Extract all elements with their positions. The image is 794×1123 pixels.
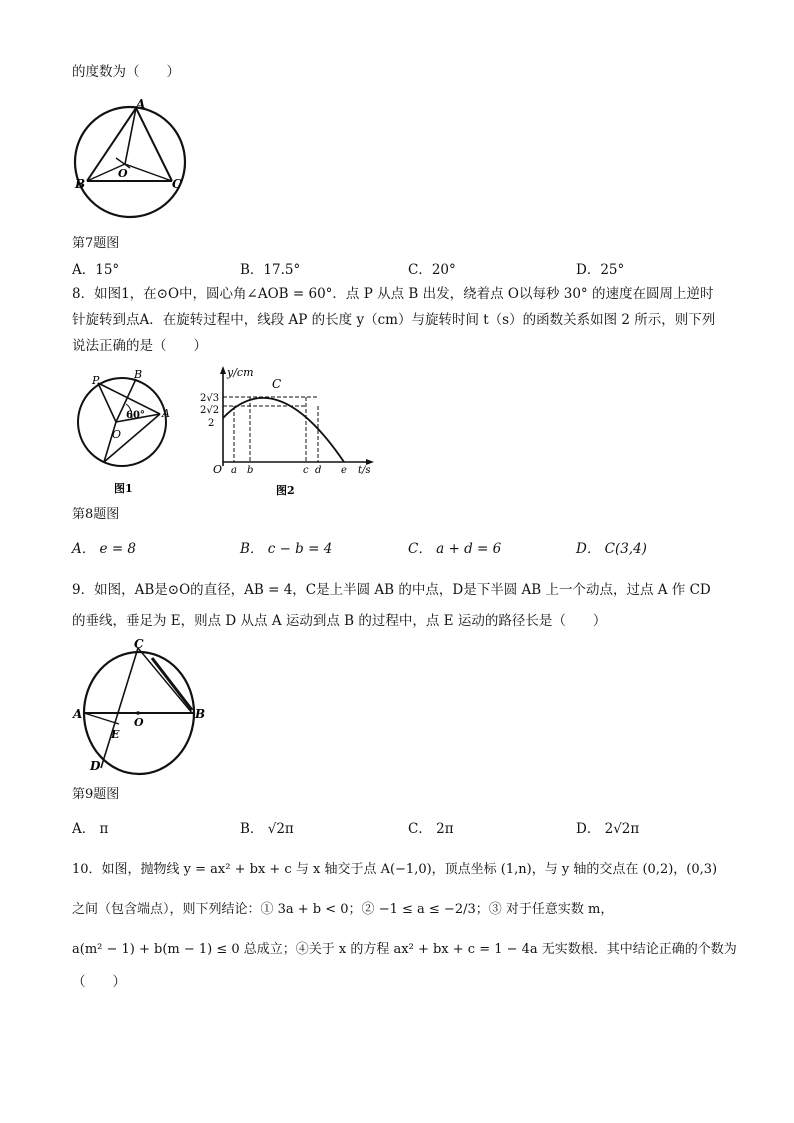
q7-option-d: D．25° xyxy=(576,262,625,278)
q7-label-B: B xyxy=(75,177,86,191)
q9-text-line1: 9．如图，AB是⊙O的直径，AB = 4，C是上半圆 AB 的中点，D是下半圆 AB 上一个动点，过点 A 作 CD xyxy=(72,582,711,598)
q8-caption: 第8题图 xyxy=(72,507,120,522)
q8-figure-1 xyxy=(74,368,178,498)
q8-text-line2: 针旋转到点A．在旋转过程中，线段 AP 的长度 y（cm）与旋转时间 t（s）的函数关系如图 2 所示，则下列 xyxy=(72,312,716,328)
q9-label-E: E xyxy=(111,728,120,741)
q7-label-O: O xyxy=(118,167,128,180)
q8-text-line3: 说法正确的是（ ） xyxy=(72,338,207,354)
q9-label-B: B xyxy=(195,707,206,721)
q8-fig2-caption: 图2 xyxy=(276,484,295,497)
q10-text-line4: （ ） xyxy=(72,974,126,990)
q9-option-b: B． √2π xyxy=(240,821,294,837)
q7-caption: 第7题图 xyxy=(72,236,120,251)
q8-fig1-label-P: P xyxy=(92,374,100,387)
q9-label-D: D xyxy=(90,759,101,773)
q10-text-line3: a(m² − 1) + b(m − 1) ≤ 0 总成立；④关于 x 的方程 ax² + bx + c = 1 − 4a 无实数根．其中结论正确的个数为 xyxy=(72,942,737,957)
q9-label-C: C xyxy=(134,637,144,651)
q9-figure xyxy=(70,634,210,780)
q9-text-line2: 的垂线，垂足为 E，则点 D 从点 A 运动到点 B 的过程中，点 E 运动的路径长是（ ） xyxy=(72,613,607,629)
q7-figure xyxy=(70,96,190,220)
q8-fig2-xtick-b: b xyxy=(247,465,254,476)
q8-fig2-origin: O xyxy=(213,463,223,476)
q10-text-line1: 10．如图，抛物线 y = ax² + bx + c 与 x 轴交于点 A(−1,0)，顶点坐标 (1,n)，与 y 轴的交点在 (0,2)，(0,3) xyxy=(72,862,718,877)
q8-fig2-ytick-2root3: 2√3 xyxy=(200,393,220,404)
q8-fig1-caption: 图1 xyxy=(114,482,133,495)
q8-option-a: A． e = 8 xyxy=(72,541,137,557)
q9-label-A: A xyxy=(73,707,83,721)
q8-fig2-ylabel: y/cm xyxy=(227,366,254,379)
q9-caption: 第9题图 xyxy=(72,787,120,802)
q8-fig2-xtick-d: d xyxy=(315,465,322,476)
q8-text-line1: 8．如图1，在⊙O中，圆心角∠AOB = 60°．点 P 从点 B 出发，绕着点 O以每秒 30° 的速度在圆周上逆时 xyxy=(72,286,714,302)
q7-option-b: B．17.5° xyxy=(240,262,301,278)
q8-figure-2 xyxy=(196,362,380,500)
q8-fig2-xlabel: t/s xyxy=(358,465,371,476)
q8-option-d: D． C(3,4) xyxy=(576,541,647,557)
q8-fig2-ytick-2root2: 2√2 xyxy=(200,405,220,416)
q8-fig2-xtick-c: c xyxy=(303,465,309,476)
q8-fig2-ytick-2: 2 xyxy=(208,418,215,429)
q8-option-b: B． c − b = 4 xyxy=(240,541,333,557)
q10-text-line2: 之间（包含端点），则下列结论：① 3a + b < 0；② −1 ≤ a ≤ −2/3；③ 对于任意实数 m， xyxy=(72,902,614,917)
q7-option-a: A．15° xyxy=(72,262,120,278)
q8-option-c: C． a + d = 6 xyxy=(408,541,502,557)
q9-label-O: O xyxy=(134,716,144,729)
question-continuation: 的度数为（ ） xyxy=(72,64,180,80)
q9-option-c: C． 2π xyxy=(408,821,454,837)
q8-fig1-angle: 60° xyxy=(126,410,145,421)
q8-fig1-label-A: A xyxy=(162,407,170,420)
q7-label-A: A xyxy=(136,97,146,111)
q9-option-a: A． π xyxy=(72,821,109,837)
q8-fig2-label-C: C xyxy=(272,377,282,391)
q8-fig2-xtick-a: a xyxy=(231,465,237,476)
q9-option-d: D． 2√2π xyxy=(576,821,640,837)
q8-fig1-label-B: B xyxy=(134,368,143,381)
q8-fig1-label-O: O xyxy=(112,428,122,441)
q7-label-C: C xyxy=(172,177,182,191)
q7-option-c: C．20° xyxy=(408,262,456,278)
q8-fig2-xtick-e: e xyxy=(341,465,347,476)
